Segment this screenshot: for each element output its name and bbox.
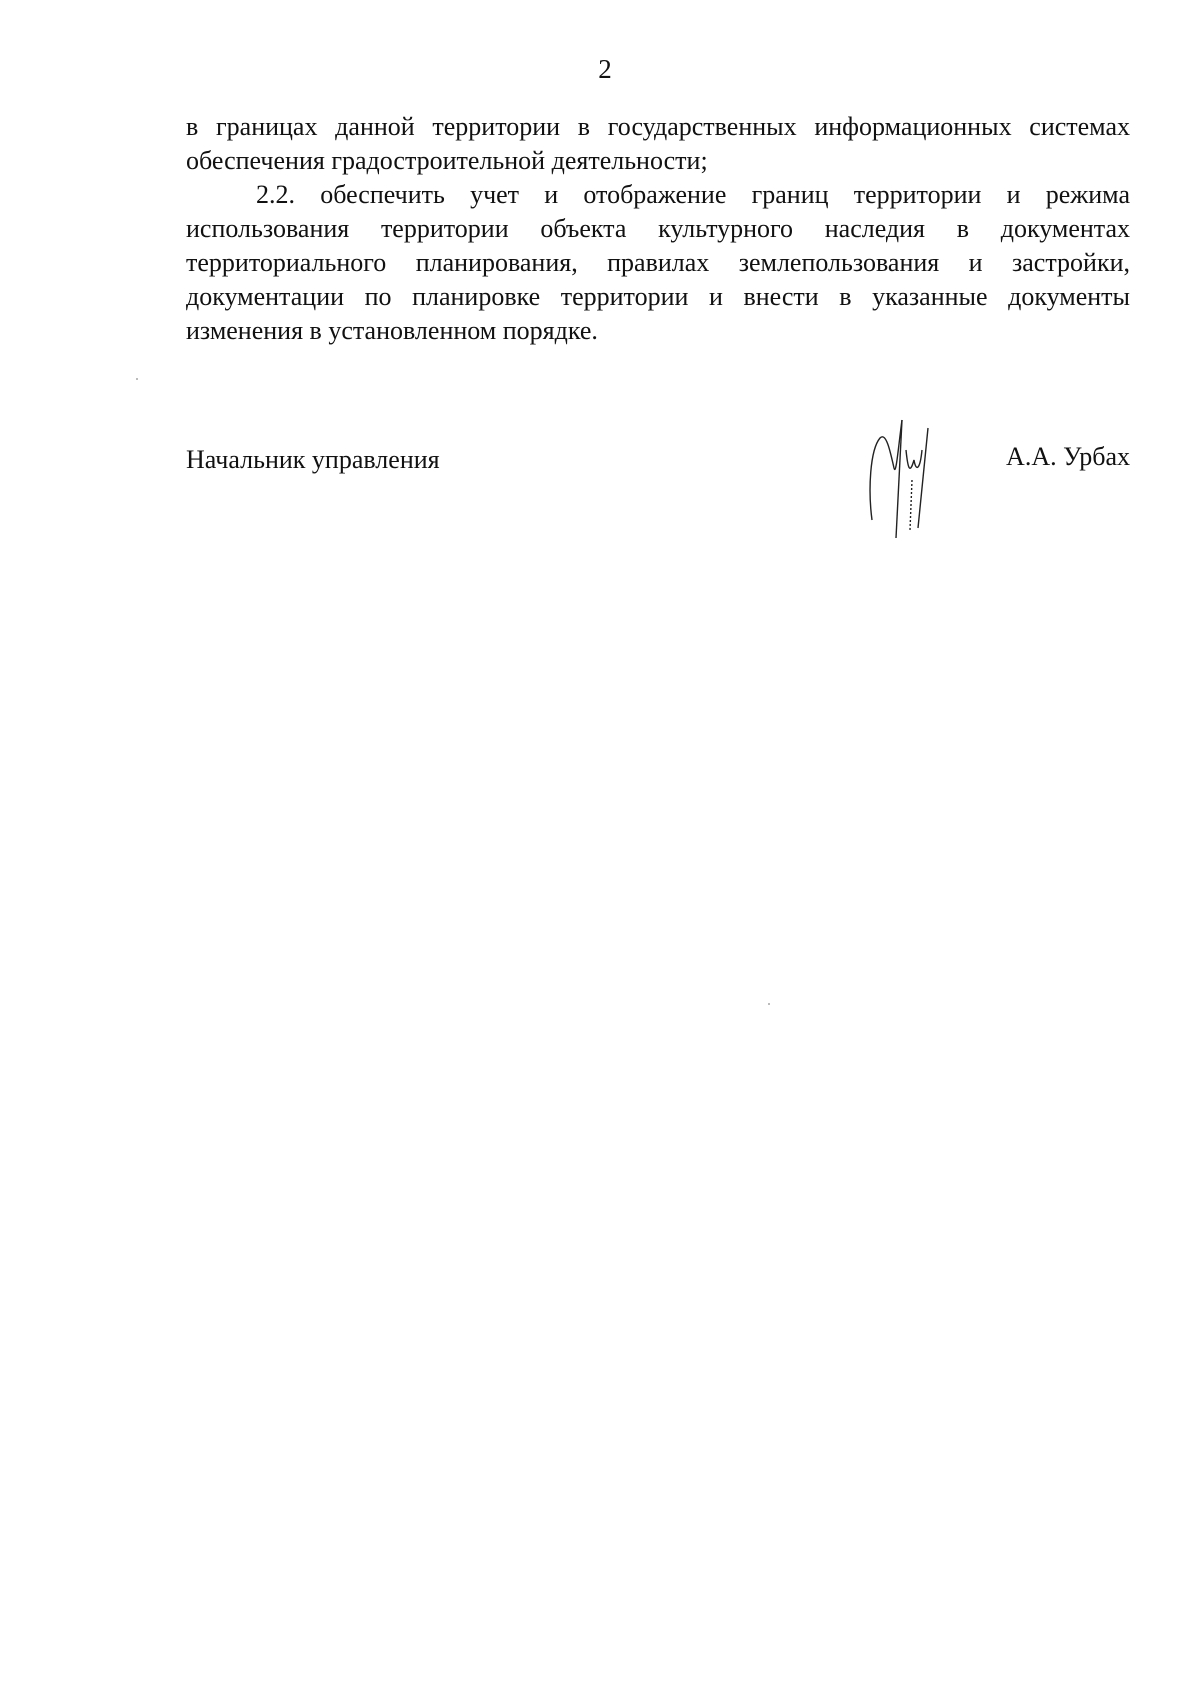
signatory-position: Начальник управления — [186, 445, 440, 474]
paragraph-clause-2-2: 2.2. обеспечить учет и отображение границ территории и режима использования территории объекта культурного наследия в документах территориального планирования, правилах землепользования и застройки, документации по планировке территории и внести в указанные документы изменения в установленном порядке. — [186, 180, 1130, 345]
signature-block — [186, 420, 1130, 540]
paragraph-continuation: в границах данной территории в государственных информационных системах обеспечения градостроительной деятельности; — [186, 112, 1130, 175]
handwritten-signature-icon — [866, 410, 946, 547]
document-body — [186, 110, 1130, 348]
scan-artifact — [768, 1003, 770, 1005]
signatory-name: А.А. Урбах — [1006, 442, 1130, 471]
page-number: 2 — [598, 54, 612, 84]
scan-artifact — [136, 378, 138, 380]
